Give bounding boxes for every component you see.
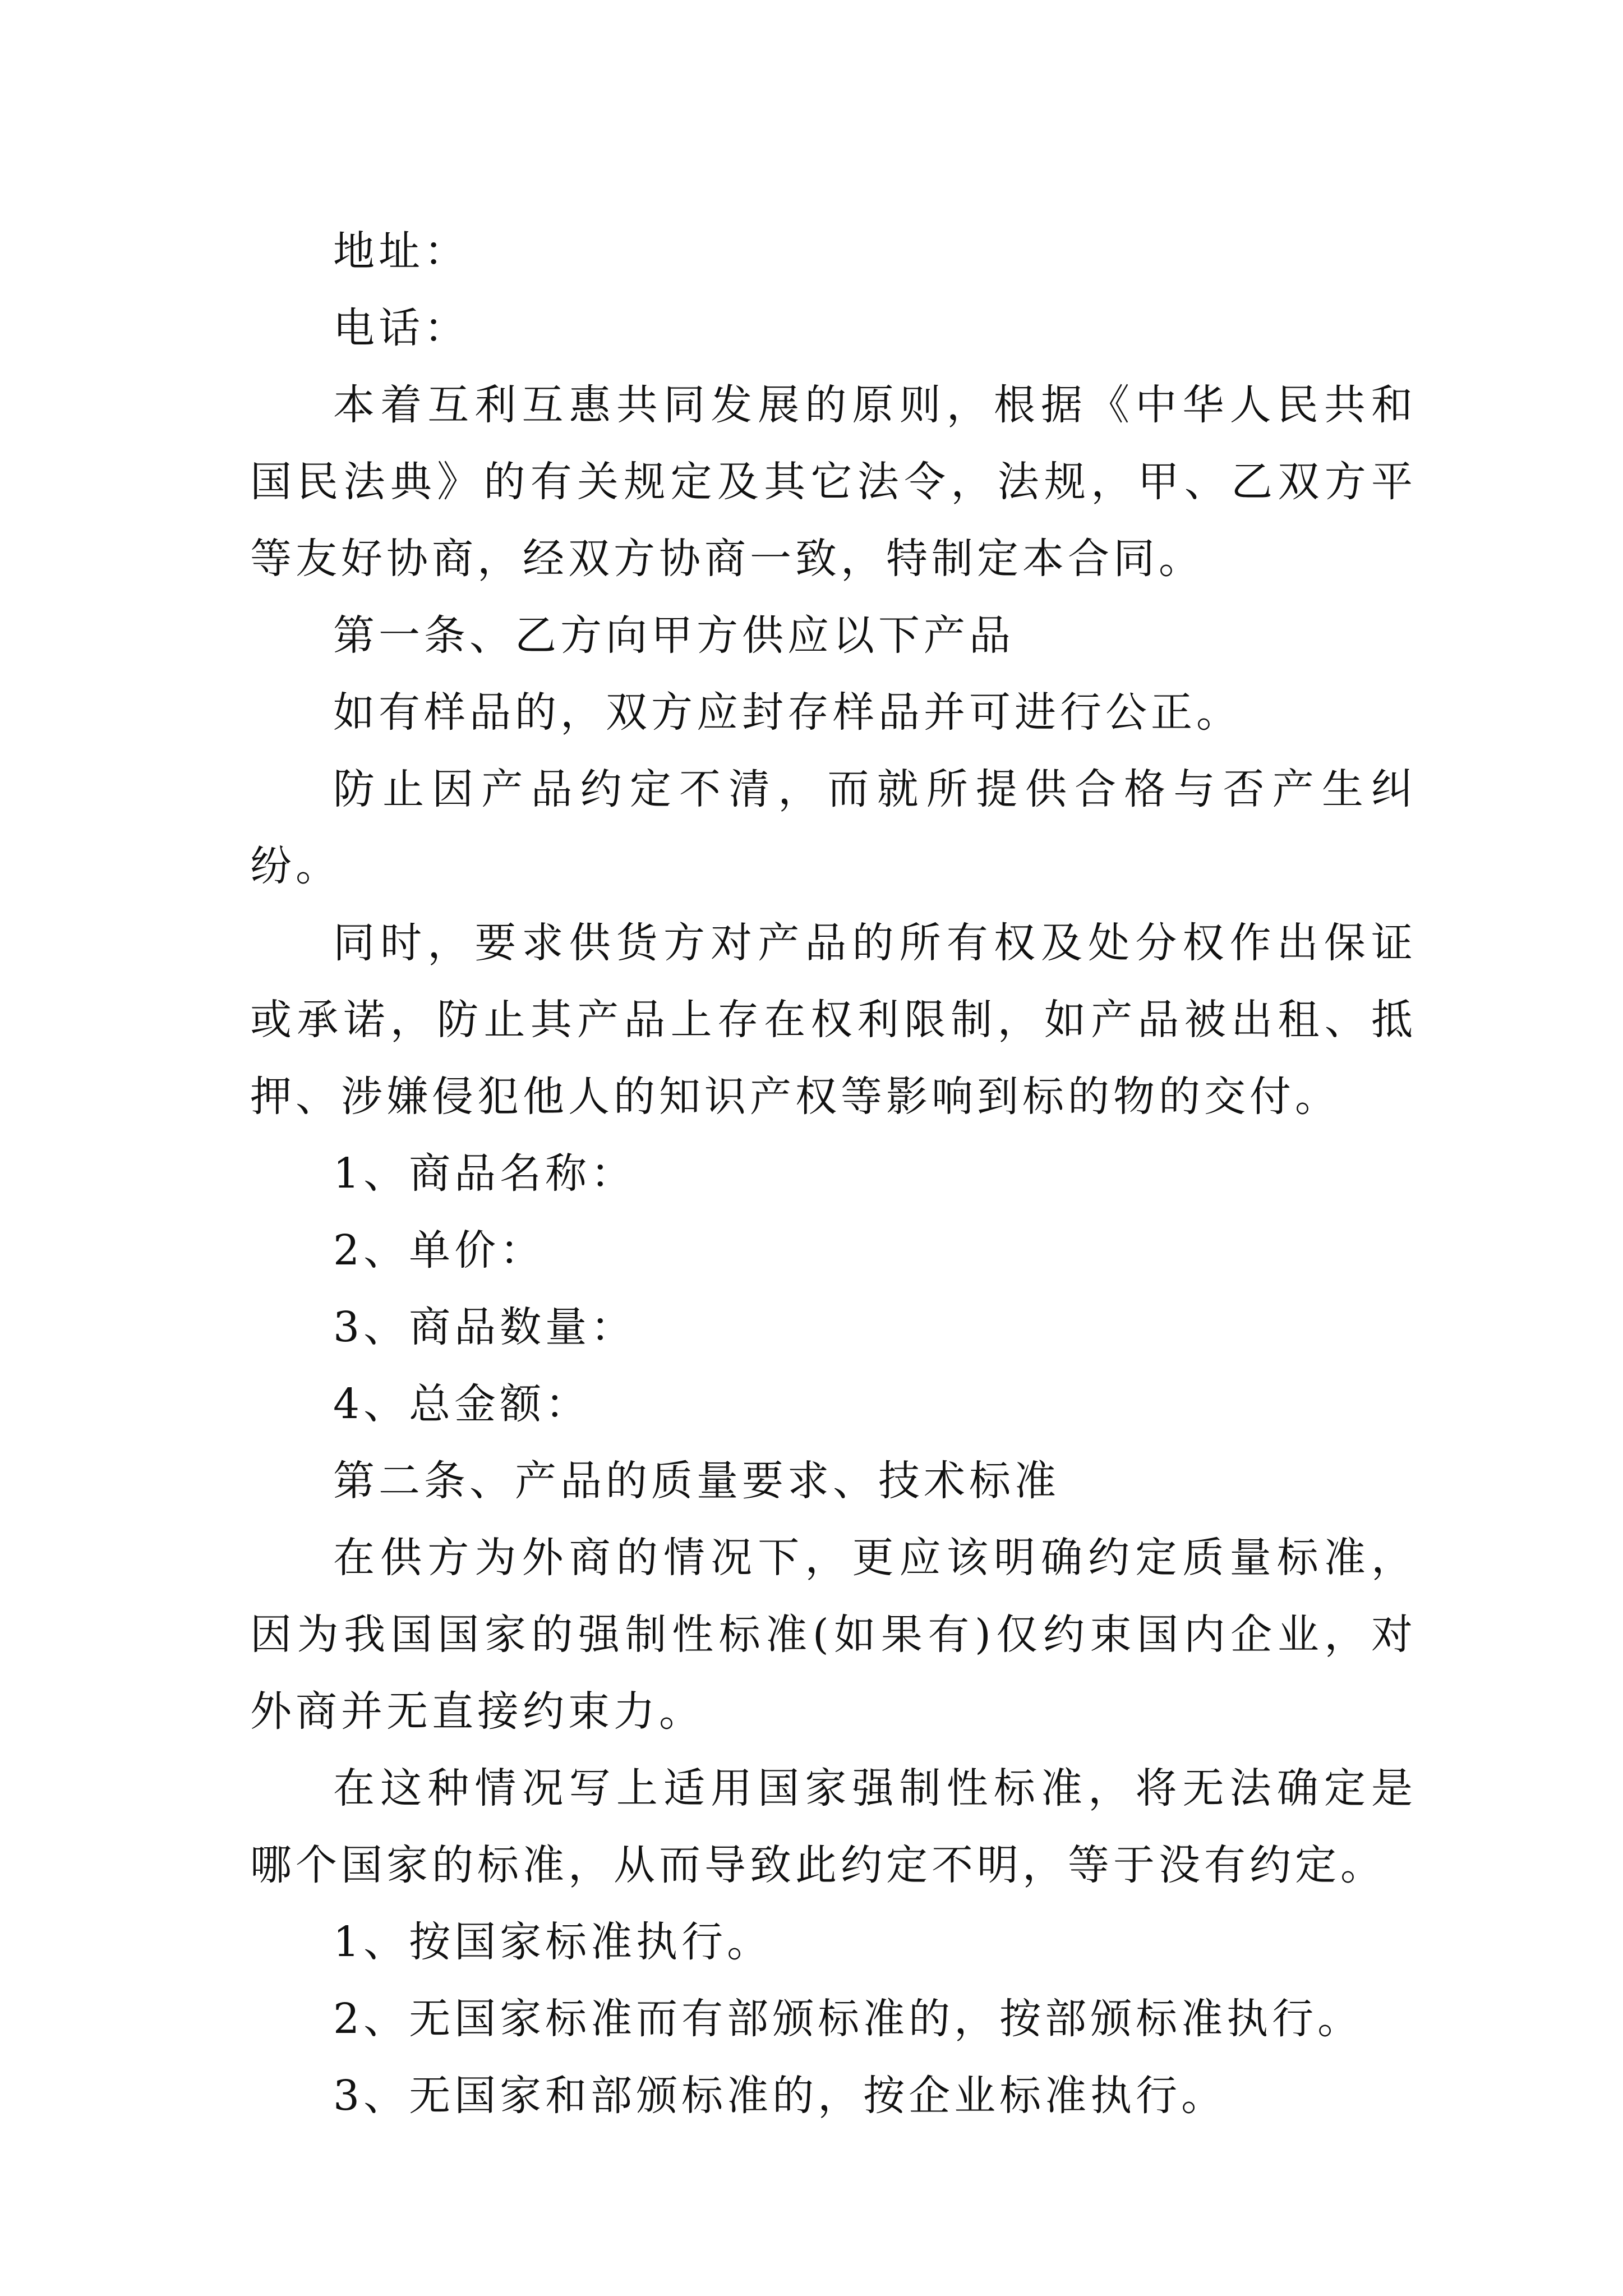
sample-paragraph: 如有样品的，双方应封存样品并可进行公正。 [333,688,1242,737]
mandatory-standard-paragraph: 在这种情况写上适用国家强制性标准，将无法确定是哪个国家的标准，从而导致此约定不明，等于没有约定。 [250,1764,1417,1889]
foreign-supplier-paragraph: 在供方为外商的情况下，更应该明确约定质量标准，因为我国国家的强制性标准(如果有)仅约束国内企业，对外商并无直接约束力。 [250,1534,1417,1736]
list-item-national-standard: 1、按国家标准执行。 [333,1918,773,1966]
dispute-paragraph: 防止因产品约定不清，而就所提供合格与否产生纠纷。 [250,765,1417,890]
list-item-total-amount: 4、总金额： [333,1380,591,1428]
article-2-heading: 第二条、产品的质量要求、技术标准 [333,1457,1060,1505]
list-item-unit-price: 2、单价： [333,1226,546,1274]
list-item-product-name: 1、商品名称： [333,1149,637,1198]
document-body [250,213,1417,2134]
list-item-enterprise-standard: 3、无国家和部颁标准的，按企业标准执行。 [333,2072,1227,2120]
article-1-heading: 第一条、乙方向甲方供应以下产品 [333,611,1015,660]
list-item-quantity: 3、商品数量： [333,1303,637,1351]
preamble-paragraph: 本着互利互惠共同发展的原则，根据《中华人民共和国民法典》的有关规定及其它法令，法规，甲、乙双方平等友好协商，经双方协商一致，特制定本合同。 [250,381,1417,583]
list-item-ministry-standard: 2、无国家标准而有部颁标准的，按部颁标准执行。 [333,1995,1363,2043]
ownership-paragraph: 同时，要求供货方对产品的所有权及处分权作出保证或承诺，防止其产品上存在权利限制，如产品被出租、抵押、涉嫌侵犯他人的知识产权等影响到标的物的交付。 [250,919,1417,1121]
phone-line: 电话： [333,304,469,352]
address-line: 地址： [333,227,469,275]
